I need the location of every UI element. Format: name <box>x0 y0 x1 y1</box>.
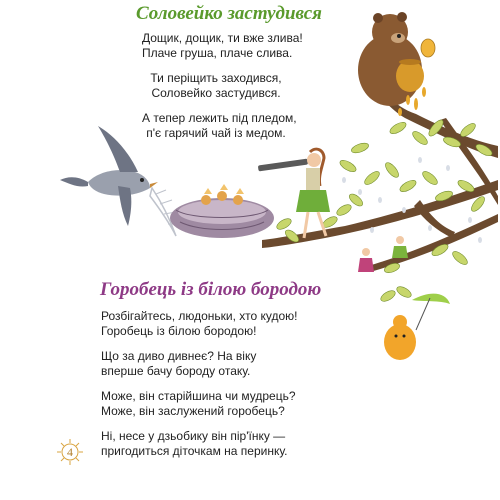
poem-text <box>142 31 303 151</box>
pear-with-umbrella <box>384 294 450 360</box>
poem-title: Соловейко застудився <box>136 3 322 24</box>
poem-title: Горобець із білою бородою <box>100 279 322 300</box>
poem-line: Плаче груша, плаче слива. <box>142 46 293 60</box>
poem-line: Соловейко застудився. <box>151 86 281 100</box>
poem-line: Ні, несе у дзьобику він пір'їнку — <box>101 429 286 443</box>
poem-line: А тепер лежить під пледом, <box>142 111 297 125</box>
poem-line: пригодиться діточкам на перинку. <box>101 444 288 458</box>
nest-with-chicks <box>170 184 274 238</box>
poem-line: Може, він старійшина чи мудрець? <box>101 389 296 403</box>
stanza <box>142 111 297 141</box>
stanza <box>101 429 321 459</box>
poem-line: Дощик, дощик, ти вже злива! <box>142 31 303 45</box>
poem-line: Може, він заслужений горобець? <box>101 404 285 418</box>
poem-text <box>101 309 321 469</box>
page-number-text: 4 <box>67 445 73 459</box>
stanza <box>101 389 321 419</box>
stanza <box>142 31 303 61</box>
stanza <box>101 349 321 379</box>
stanza <box>142 71 290 101</box>
poem-line: п'є гарячий чай із медом. <box>146 126 286 140</box>
poem-line: Ти періщить заходився, <box>150 71 282 85</box>
poem-line: Розбігайтесь, людоньки, хто кудою! <box>101 309 298 323</box>
stanza <box>101 309 321 339</box>
page-number <box>56 438 84 466</box>
poem-line: вперше бачу бороду отаку. <box>101 364 251 378</box>
bear-with-honey <box>358 12 435 116</box>
poem-line: Що за диво дивнеє? На віку <box>101 349 257 363</box>
poem-line: Горобець із білою бородою! <box>101 324 257 338</box>
